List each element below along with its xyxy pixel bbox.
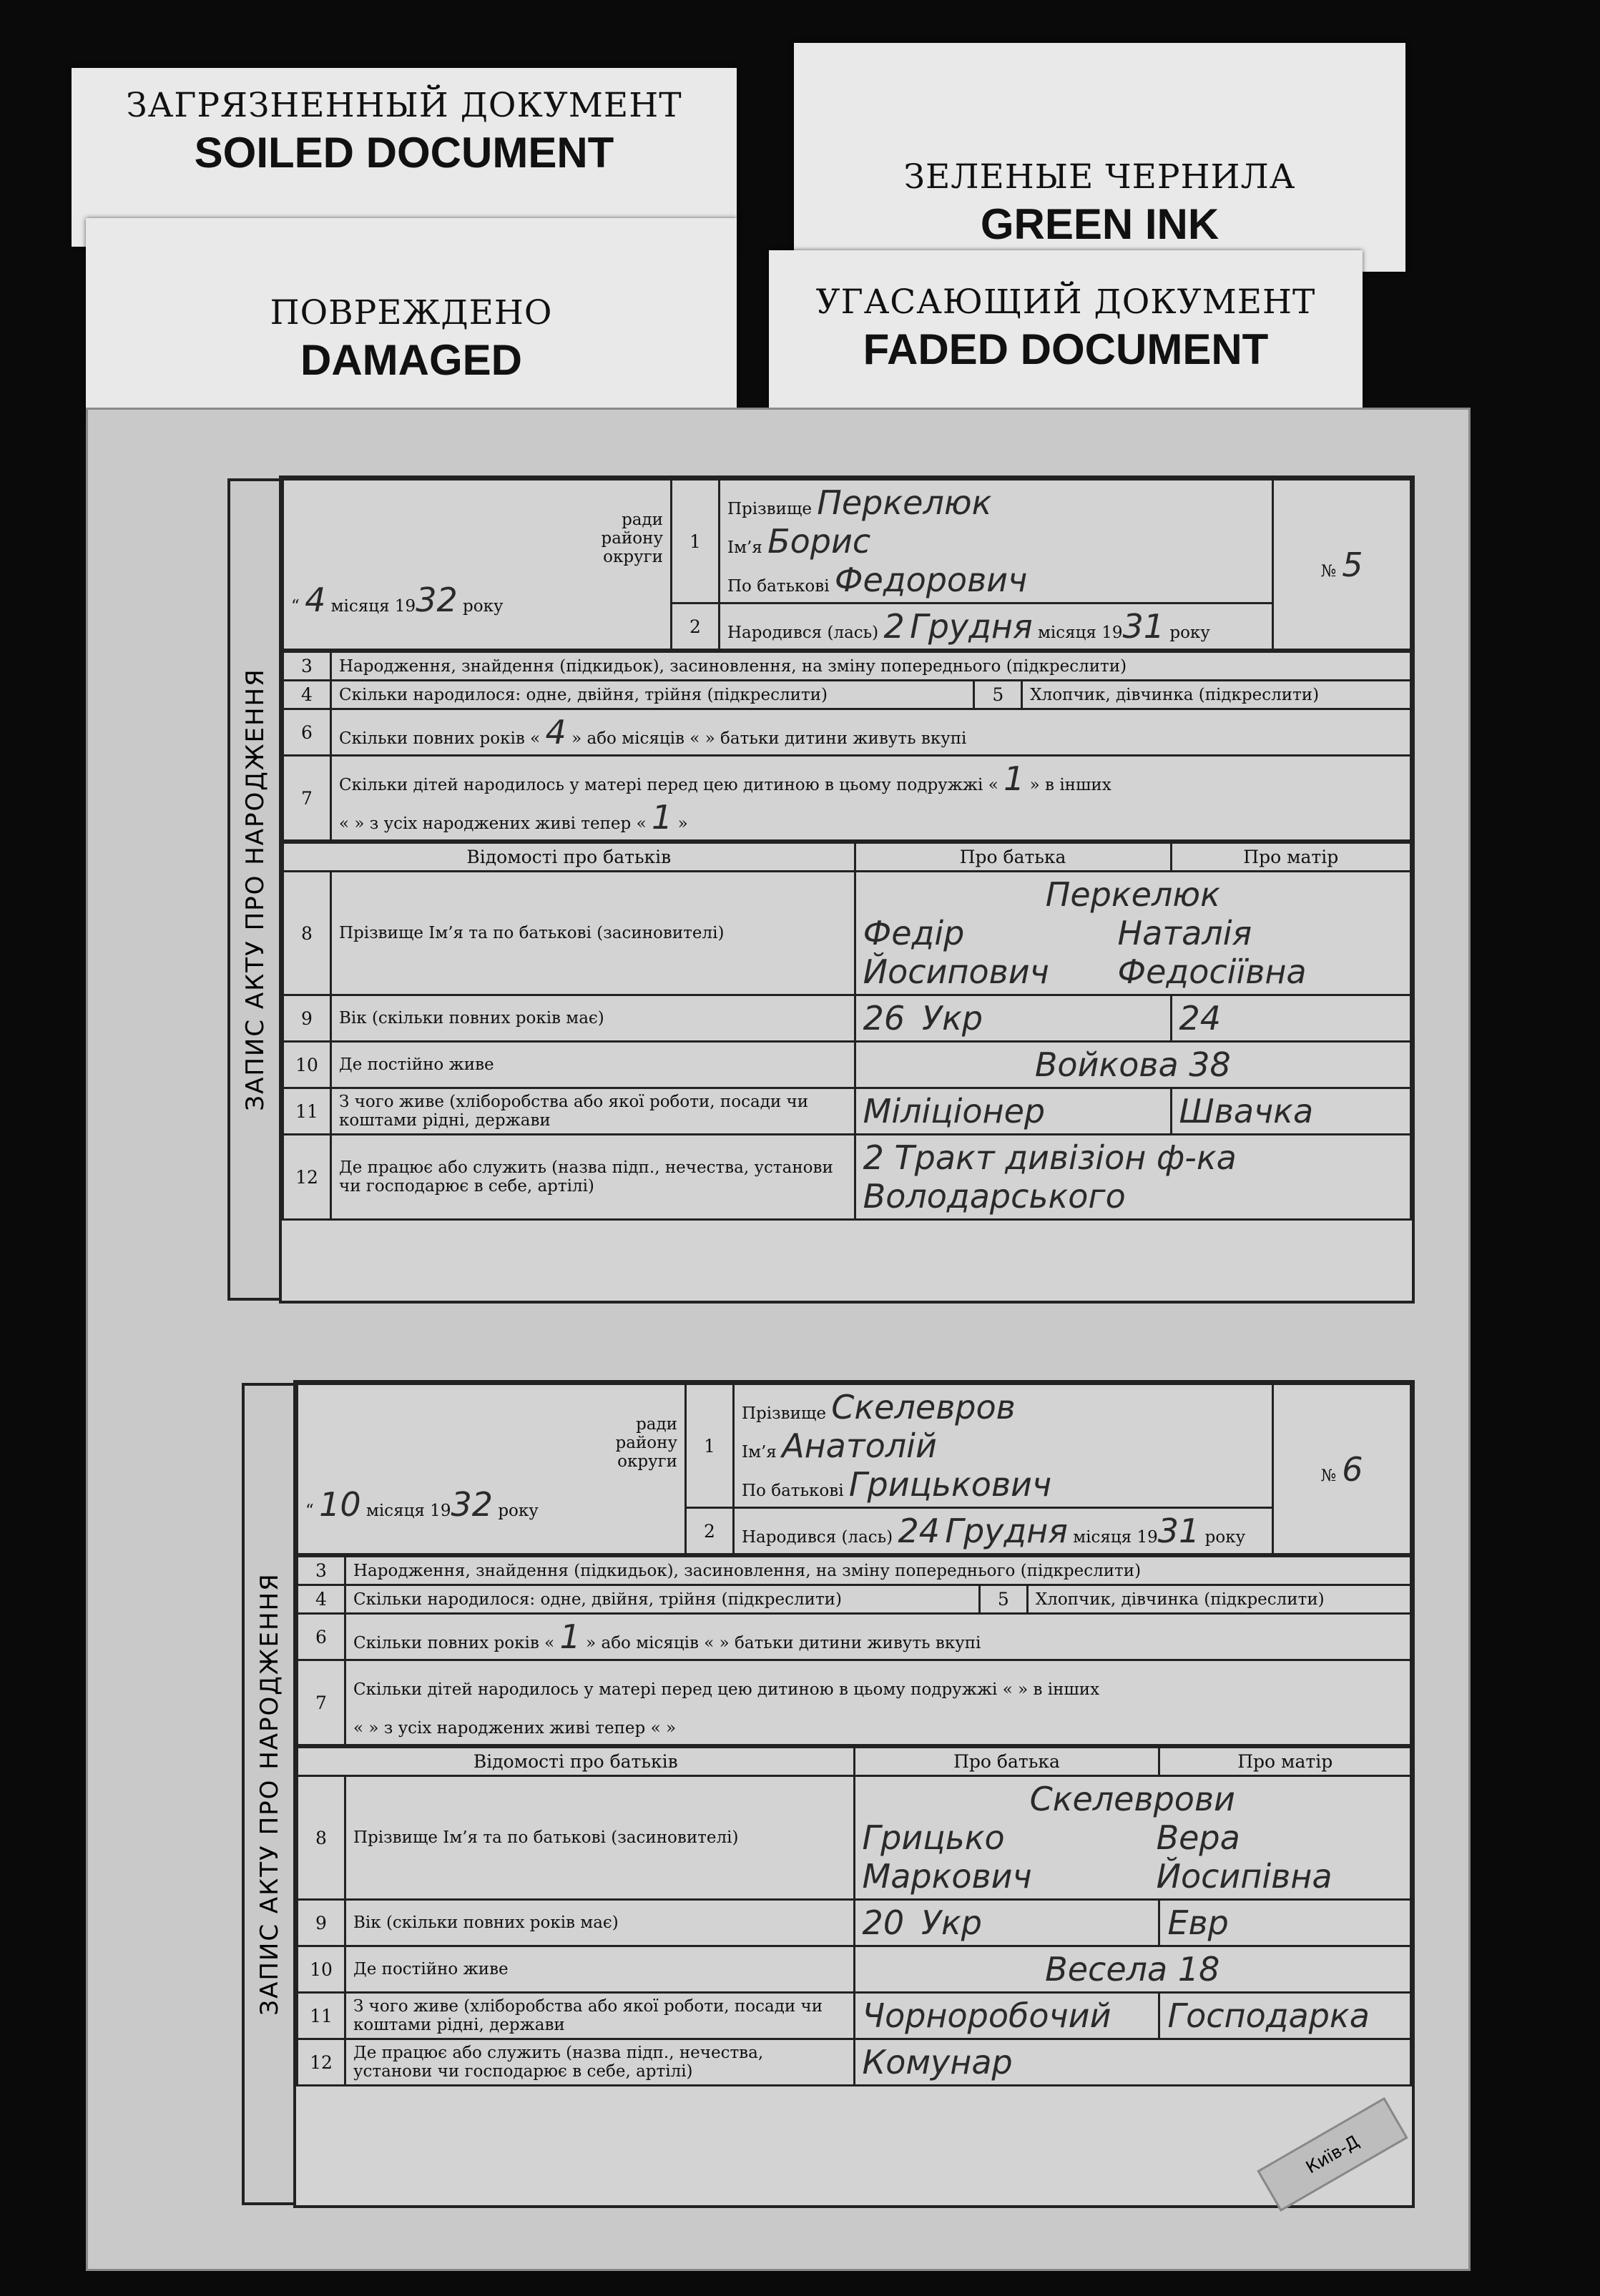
mother-occupation: Швачка [1179,1092,1314,1130]
row-4: Скільки народилося: одне, двійня, трійня (підкреслити) [345,1585,980,1614]
row-3: Народження, знайдення (підкидьок), засиновлення, на зміну попереднього (підкреслити) [331,652,1411,681]
nationality: Укр [921,1903,982,1942]
father-occupation: Міліціонер [863,1092,1046,1130]
workplace: 2 Тракт дивізіон ф-ка Володарського [863,1138,1237,1216]
label-en: SOILED DOCUMENT [194,129,614,177]
father-header: Про батька [854,1748,1159,1776]
birth-record-2: ЗАПИС АКТУ ПРО НАРОДЖЕННЯ ради району округи “ 10 місяця 1932 року 1 Прізвище Скелевров Ім’я Анатолій По батькові Грицькович № 6 2 Народився (лась) 24 Грудня місяця 1931 року 3 Народження, знайдення (підкидьок), засиновлення, на зміну попереднього (підкреслити) 4 Скільки народилося: одне, двійня, трійня (підкреслити) 5 Хлопчик, дівчинка (підкреслити) 6 Скільки повних років « 1 » або місяців « » батьки дитини живуть вкупі 7 Скільки дітей народилось у матері перед цею дитиною в цьому подружжі « » в інших « » з усіх народжених живі тепер « » Відомості про батьків Про батька Про матір 8 Прізвище Ім’я та по батькові (засиновителі) Скелеврови Грицько Маркович Вера Йосипівна 9 Вік (скільки повних років має) 20 Укр Евр 10 Де постійно живе Весела 18 11 З чого живе (хліборобства або якої роботи, посади чи коштами рідні, держави Чорноробочий Господарка 12 Де працює або служить (назва підп., нечества, установи чи господарює в себе, артілі) Комунар [293,1380,1415,2208]
child-name: Анатолій [782,1427,937,1465]
born-day: 24 [898,1512,941,1550]
label-ru: ПОВРЕЖДЕНО [270,293,553,332]
mother-age: 24 [1179,999,1222,1038]
father-occupation: Чорноробочий [862,1996,1111,2035]
row-6: Скільки повних років « 4 » або місяців « » батьки дитини живуть вкупі [331,709,1411,756]
parents-header: Відомості про батьків [298,1748,855,1776]
label-faded-document [769,250,1363,429]
row-8-label: Прізвище Ім’я та по батькові (засиновителі) [331,872,855,995]
side-title: ЗАПИС АКТУ ПРО НАРОДЖЕННЯ [242,1383,295,2205]
parents-names [854,1776,1410,1900]
parents-header: Відомості про батьків [283,843,855,872]
child-name-cell: Прізвище Скелевров Ім’я Анатолій По батькові Грицькович [734,1384,1273,1508]
father-name: Грицько Маркович [862,1818,1032,1896]
label-ru: ЗАГРЯЗНЕННЫЙ ДОКУМЕНТ [126,86,682,125]
record-day: 10 [319,1484,361,1524]
row-7: Скільки дітей народилось у матері перед цею дитиною в цьому подружжі « » в інших « » з усіх народжених живі тепер « » [345,1660,1411,1745]
row-9-label: Вік (скільки повних років має) [345,1900,855,1946]
label-ru: ЗЕЛЕНЫЕ ЧЕРНИЛА [903,157,1296,197]
record-year: 32 [416,580,458,619]
row-4: Скільки народилося: одне, двійня, трійня (підкреслити) [331,681,974,709]
mother-name: Наталія Федосіївна [1117,914,1307,991]
father-header: Про батька [855,843,1171,872]
birth-date-cell: Народився (лась) 24 Грудня місяця 1931 року [734,1508,1273,1555]
father-age: 20 [862,1903,905,1942]
record-day: 4 [305,580,326,619]
mother-header: Про матір [1159,1748,1411,1776]
row-3: Народження, знайдення (підкидьок), засиновлення, на зміну попереднього (підкреслити) [345,1557,1411,1585]
birth-date-cell: Народився (лась) 2 Грудня місяця 1931 року [720,603,1273,650]
child-name-cell: Прізвище Перкелюк Ім’я Борис По батькові Федорович [720,480,1273,603]
row-5: Хлопчик, дівчинка (підкреслити) [1027,1585,1410,1614]
child-patronymic: Грицькович [848,1465,1052,1504]
record-year: 32 [451,1484,493,1524]
registry-office-cell: ради району округи “ 10 місяця 1932 року [298,1384,686,1555]
row-12-label: Де працює або служить (назва підп., нечества, установи чи господарює в себе, артілі) [331,1135,855,1220]
birth-record-1: ЗАПИС АКТУ ПРО НАРОДЖЕННЯ ради району округи “ 4 місяця 1932 року 1 Прізвище Перкелюк Ім’я Борис По батькові Федорович № 5 2 Народився (лась) 2 Грудня місяця 1931 року 3 Народження, знайдення (підкидьок), засиновлення, на зміну попереднього (підкреслити) 4 Скільки народилося: одне, двійня, трійня (підкреслити) 5 Хлопчик, дівчинка (підкреслити) 6 Скільки повних років « 4 » або місяців « » батьки дитини живуть вкупі 7 Скільки дітей народилось у матері перед цею дитиною в цьому подружжі « 1 » в інших « » з усіх народжених живі тепер « 1 » Відомості про батьків Про батька Про матір 8 Прізвище Ім’я та по батькові (засиновителі) Перкелюк Федір Йосипович Наталія Федосіївна 9 Вік (скільки повних років має) 26 Укр 24 10 Де постійно живе Войкова 38 11 З чого живе (хліборобства або якої роботи, посади чи коштами рідні, держави Міліціонер Швачка 12 Де працює або служить (назва підп., нечества, установи чи господарює в себе, артілі) 2 Тракт дивізіон ф-ка Володарського [279,476,1415,1304]
row-10-label: Де постійно живе [345,1946,855,1993]
row-7: Скільки дітей народилось у матері перед цею дитиною в цьому подружжі « 1 » в інших « » з усіх народжених живі тепер « 1 » [331,756,1411,841]
nationality: Укр [922,999,983,1038]
record-number: 6 [1342,1449,1363,1489]
born-year: 31 [1122,607,1165,646]
label-en: DAMAGED [300,336,522,384]
registry-office-cell: ради району округи “ 4 місяця 1932 року [283,480,672,650]
record-number: 5 [1342,545,1363,584]
child-patronymic: Федорович [834,561,1028,599]
label-ru: УГАСАЮЩИЙ ДОКУМЕНТ [815,282,1316,322]
row-8-label: Прізвище Ім’я та по батькові (засиновителі) [345,1776,855,1900]
years-together: 1 [559,1617,581,1656]
born-month: Грудня [945,1512,1068,1550]
label-green-ink [794,43,1405,272]
row-10-label: Де постійно живе [331,1042,855,1088]
record-number-cell: № 5 [1273,480,1411,650]
child-name: Борис [767,522,871,561]
mother-header: Про матір [1171,843,1410,872]
workplace: Комунар [862,2043,1013,2081]
residence: Весела 18 [1045,1950,1220,1989]
years-together: 4 [545,713,566,752]
children-alive: 1 [651,798,673,837]
born-day: 2 [883,607,905,646]
label-damaged [86,218,737,425]
parents-names [855,872,1410,995]
child-surname: Скелевров [831,1388,1016,1427]
mother-occupation: Господарка [1167,1996,1370,2035]
stamp-text: Київ-Д [1302,2131,1363,2178]
label-en: GREEN INK [980,200,1219,248]
row-11-label: З чого живе (хліборобства або якої роботи, посади чи коштами рідні, держави [331,1088,855,1135]
parents-surname: Скелеврови [1029,1780,1235,1818]
parents-surname: Перкелюк [1045,875,1220,914]
side-title: ЗАПИС АКТУ ПРО НАРОДЖЕННЯ [227,478,280,1301]
mother-name: Вера Йосипівна [1156,1818,1332,1896]
row-6: Скільки повних років « 1 » або місяців « » батьки дитини живуть вкупі [345,1614,1411,1660]
children-before: 1 [1003,759,1025,798]
row-12-label: Де працює або служить (назва підп., нечества, установи чи господарює в себе, артілі) [345,2039,855,2086]
father-name: Федір Йосипович [863,914,1049,991]
child-surname: Перкелюк [817,483,992,522]
born-year: 31 [1157,1512,1200,1550]
row-11-label: З чого живе (хліборобства або якої роботи, посади чи коштами рідні, держави [345,1993,855,2039]
mother-age: Евр [1167,1903,1229,1942]
row-9-label: Вік (скільки повних років має) [331,995,855,1042]
residence: Войкова 38 [1034,1045,1231,1084]
label-en: FADED DOCUMENT [863,325,1269,373]
record-number-cell: № 6 [1273,1384,1411,1555]
born-month: Грудня [910,607,1033,646]
father-age: 26 [863,999,905,1038]
row-5: Хлопчик, дівчинка (підкреслити) [1022,681,1411,709]
